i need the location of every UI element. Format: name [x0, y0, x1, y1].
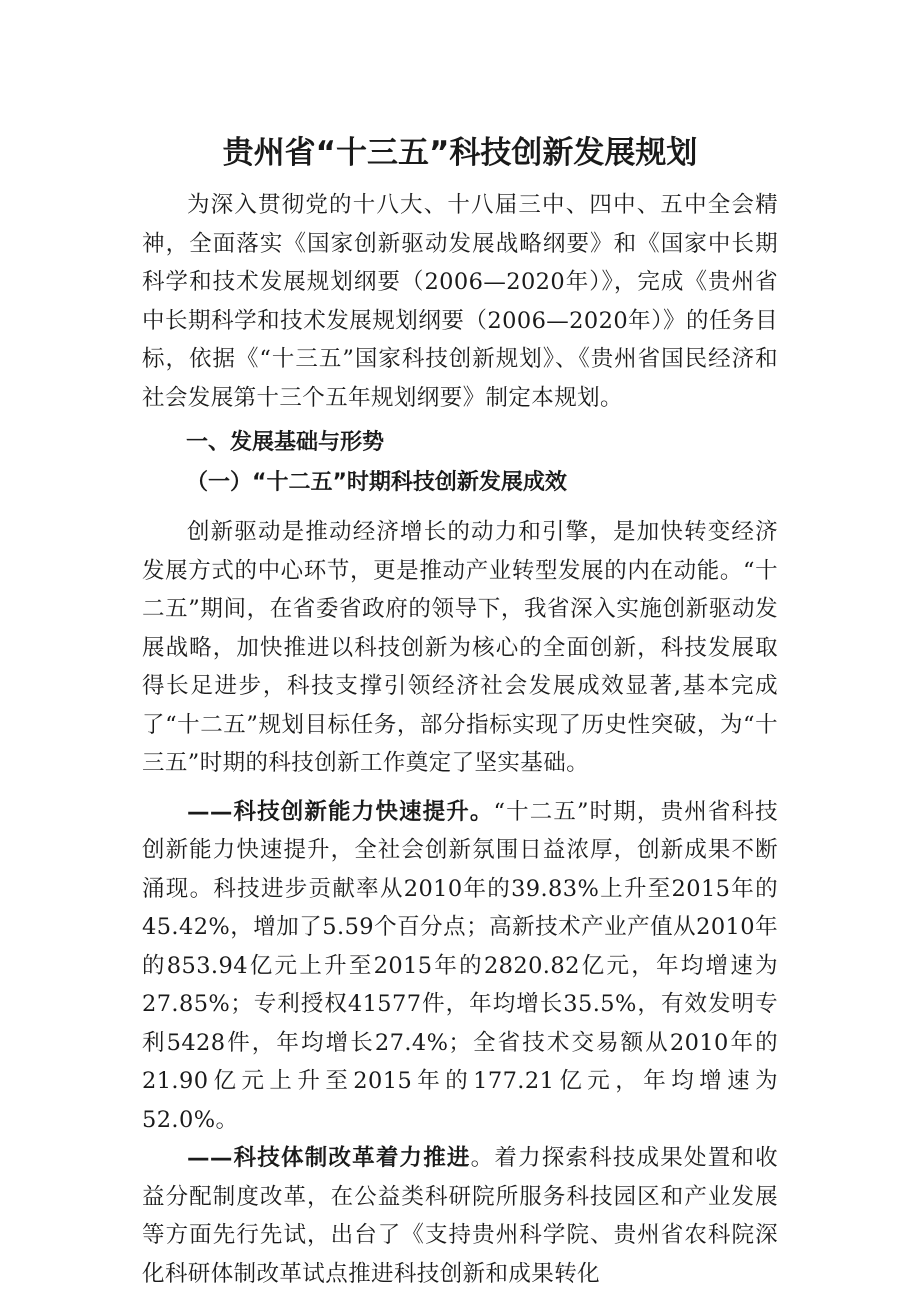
intro-paragraph: 为深入贯彻党的十八大、十八届三中、四中、五中全会精神，全面落实《国家创新驱动发展战略纲要》和《国家中长期科学和技术发展规划纲要（2006—2020年）》，完成《贵州省中长期科学和技术发展规划纲要（2006—2020年）》的任务目标，依据《“十三五”国家科技创新规划》、《贵州省国民经济和社会发展第十三个五年规划纲要》制定本规划。 — [142, 192, 778, 411]
overview-paragraph: 创新驱动是推动经济增长的动力和引擎，是加快转变经济发展方式的中心环节，更是推动产业转型发展的内在动能。“十二五”期间，在省委省政府的领导下，我省深入实施创新驱动发展战略，加快推进以科技创新为核心的全面创新，科技发展取得长足进步，科技支撑引领经济社会发展成效显著,基本完成了“十二五”规划目标任务，部分指标实现了历史性突破，为“十三五”时期的科技创新工作奠定了坚实基础。 — [142, 519, 778, 776]
item-text-reform: 。着力探索科技成果处置和收益分配制度改革，在公益类科研院所服务科技园区和产业发展等方面先行先试，出台了《支持贵州科学院、贵州省农科院深化科研体制改革试点推进科技创新和成果转化 — [142, 1145, 779, 1287]
document-title: 贵州省“十三五”科技创新发展规划 — [222, 135, 698, 171]
section-heading: 一、发展基础与形势 — [186, 430, 385, 455]
item-lead-innovation-capacity: ——科技创新能力快速提升。 — [187, 798, 494, 825]
item-lead-reform: ——科技体制改革着力推进 — [187, 1145, 471, 1171]
item-paragraph-reform — [142, 1139, 778, 1293]
item-text-innovation-capacity: “十二五”时期，贵州省科技创新能力快速提升，全社会创新氛围日益浓厚，创新成果不断涌现。科技进步贡献率从2010年的39.83%上升至2015年的45.42%，增加了5.59个百分点；高新技术产业产值从2010年的853.94亿元上升至2015年的2820.82亿元，年均增速为27.85%；专利授权41577件，年均增长35.5%，有效发明专利5428件，年均增长27.4%；全省技术交易额从2010年的21.90亿元上升至2015年的177.21亿元，年均增速为52.0%。 — [142, 798, 778, 1133]
item-paragraph-innovation-capacity — [142, 793, 778, 1140]
document-body — [142, 186, 778, 1293]
subsection-heading: （一）“十二五”时期科技创新发展成效 — [186, 470, 567, 495]
